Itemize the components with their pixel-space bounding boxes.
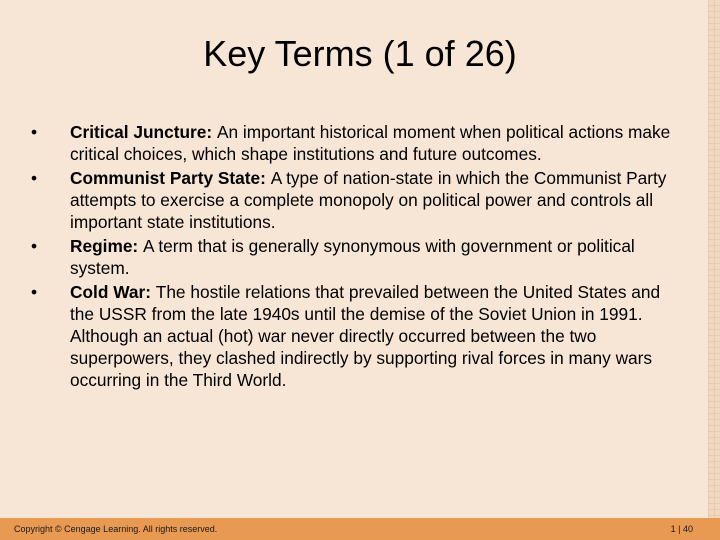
term-definition: A type of nation-state in which the Communist Party attempts to exercise a complete monopoly on political power and controls all important state institutions. bbox=[70, 168, 667, 232]
key-terms-list bbox=[28, 121, 678, 393]
footer-bar bbox=[0, 518, 720, 540]
term-definition: An important historical moment when political actions make critical choices, which shape institutions and future outcomes. bbox=[70, 122, 671, 164]
bullet-item bbox=[28, 167, 678, 233]
term-label: Critical Juncture: bbox=[70, 122, 217, 142]
term-definition: The hostile relations that prevailed between the United States and the USSR from the late 1940s until the demise of the Soviet Union in 1991. Although an actual (hot) war never directly occurred between the two superpowers, they clashed indirectly by supporting rival forces in many wars occurring in the Third World. bbox=[70, 282, 661, 390]
term-label: Regime: bbox=[70, 236, 143, 256]
bullet-item bbox=[28, 281, 678, 391]
term-label: Communist Party State: bbox=[70, 168, 271, 188]
term-label: Cold War: bbox=[70, 282, 156, 302]
bullet-item bbox=[28, 235, 678, 279]
slide-title: Key Terms (1 of 26) bbox=[203, 33, 517, 74]
copyright-notice: Copyright © Cengage Learning. All rights reserved. bbox=[14, 524, 218, 534]
page-number: 1 | 40 bbox=[670, 524, 693, 534]
term-definition: A term that is generally synonymous with government or political system. bbox=[70, 236, 635, 278]
bullet-item bbox=[28, 121, 678, 165]
